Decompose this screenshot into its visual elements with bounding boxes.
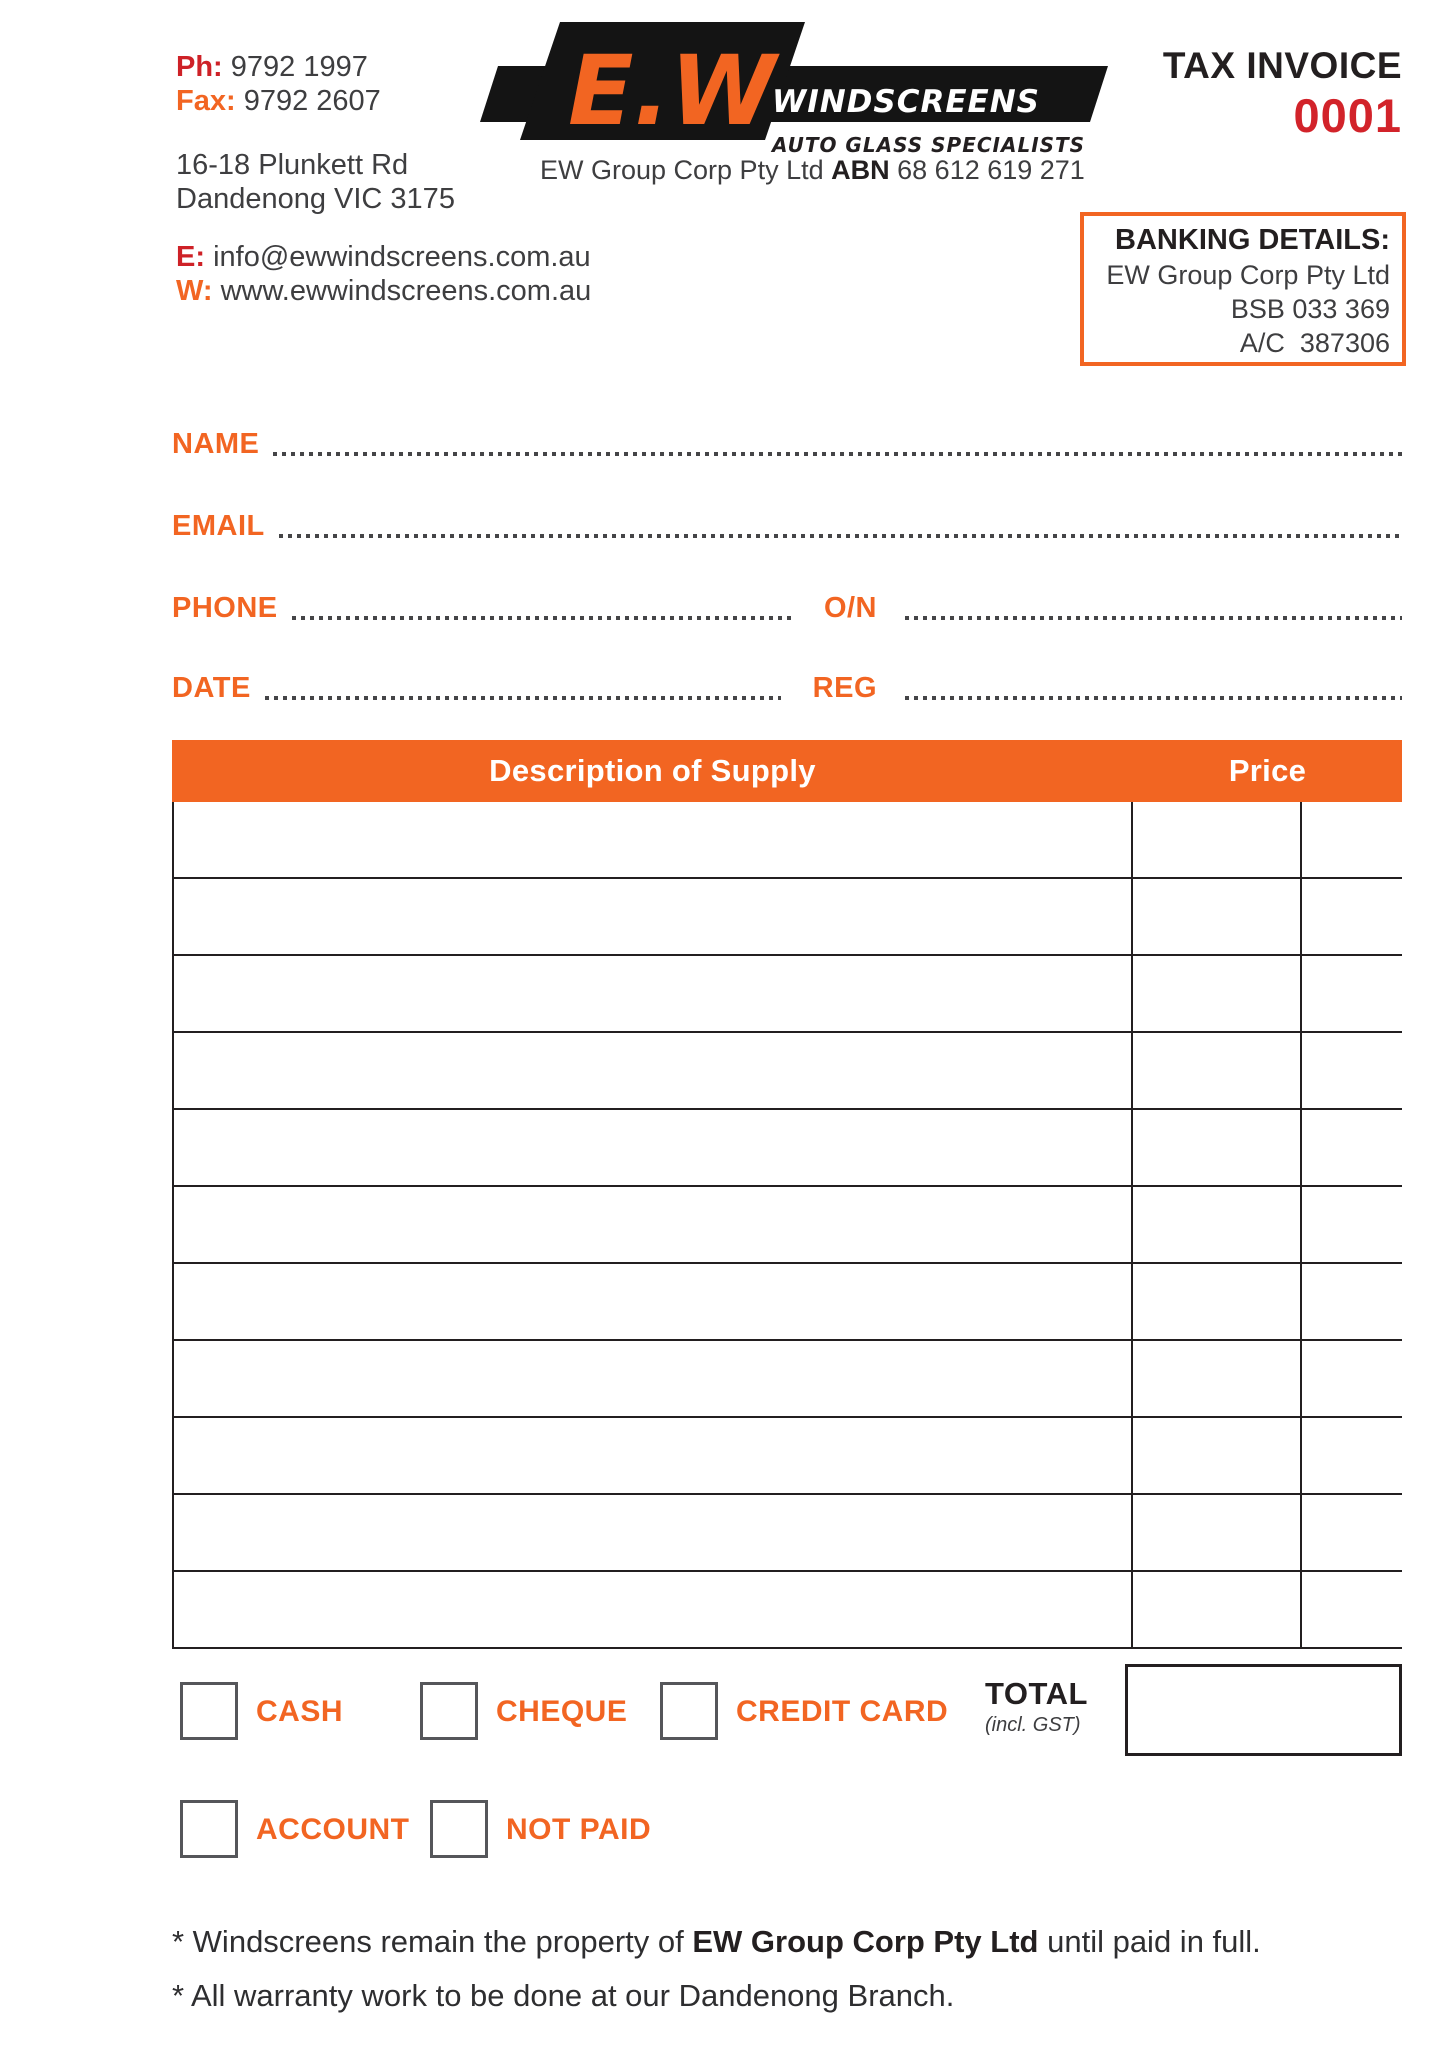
address-block [176, 148, 455, 216]
abn-label: ABN [831, 155, 890, 185]
name-field-input-line[interactable] [273, 452, 1402, 456]
company-abn-line [540, 155, 1085, 186]
total-label: TOTAL [985, 1676, 1088, 1711]
email-field-label: EMAIL [172, 510, 265, 542]
invoice-number: 0001 [1293, 89, 1402, 142]
email-field-row [172, 505, 1402, 541]
supply-table-body [172, 802, 1402, 1649]
table-row [174, 956, 1400, 1033]
date-field-input-line[interactable] [265, 696, 781, 700]
email-line [176, 240, 591, 274]
warranty-footnote: * All warranty work to be done at our Dandenong Branch. [172, 1978, 955, 2013]
order-number-field-input-line[interactable] [905, 616, 1402, 620]
website-value[interactable]: www.ewwindscreens.com.au [220, 275, 592, 307]
description-cell[interactable] [174, 1110, 1133, 1187]
credit-card-checkbox[interactable] [660, 1682, 718, 1740]
description-cell[interactable] [174, 956, 1133, 1033]
description-cell[interactable] [174, 1264, 1133, 1341]
logo-tagline: AUTO GLASS SPECIALISTS [772, 133, 1086, 157]
price-cents-cell[interactable] [1302, 1572, 1402, 1649]
cash-checkbox[interactable] [180, 1682, 238, 1740]
address-line-2: Dandenong VIC 3175 [176, 183, 455, 215]
company-name: EW Group Corp Pty Ltd [540, 155, 824, 185]
logo-initials: E.W [568, 35, 776, 147]
fax-value: 9792 2607 [243, 85, 381, 117]
property-footnote-company: EW Group Corp Pty Ltd [692, 1924, 1039, 1959]
supply-table-header [172, 740, 1402, 802]
account-checkbox[interactable] [180, 1800, 238, 1858]
name-field-label: NAME [172, 428, 260, 460]
price-dollars-cell[interactable] [1133, 1572, 1302, 1649]
not-paid-checkbox[interactable] [430, 1800, 488, 1858]
price-cents-cell[interactable] [1302, 1110, 1402, 1187]
price-dollars-cell[interactable] [1133, 1110, 1302, 1187]
web-contact-block [176, 240, 591, 308]
price-cents-cell[interactable] [1302, 956, 1402, 1033]
description-cell[interactable] [174, 1341, 1133, 1418]
price-dollars-cell[interactable] [1133, 1418, 1302, 1495]
cheque-label: CHEQUE [496, 1695, 628, 1728]
phone-line [176, 50, 381, 84]
price-dollars-cell[interactable] [1133, 802, 1302, 879]
price-header: Price [1228, 753, 1307, 788]
total-amount-box[interactable] [1125, 1664, 1402, 1756]
ew-windscreens-logo [460, 12, 1120, 172]
supply-table [172, 740, 1402, 1649]
description-cell[interactable] [174, 1033, 1133, 1110]
banking-details-box [1080, 212, 1406, 366]
website-line [176, 274, 591, 308]
description-cell[interactable] [174, 879, 1133, 956]
email-value[interactable]: info@ewwindscreens.com.au [213, 241, 591, 273]
description-cell[interactable] [174, 802, 1133, 879]
property-footnote-suffix: until paid in full. [1038, 1924, 1261, 1959]
phone-label: Ph: [176, 51, 223, 83]
price-cents-cell[interactable] [1302, 1341, 1402, 1418]
account-label: ACCOUNT [256, 1813, 410, 1846]
banking-heading: BANKING DETAILS: [1115, 224, 1390, 256]
property-footnote-prefix: * Windscreens remain the property of [172, 1924, 693, 1959]
name-field-row [172, 423, 1402, 459]
table-row [174, 1264, 1400, 1341]
price-cents-cell[interactable] [1302, 1187, 1402, 1264]
phone-value: 9792 1997 [230, 51, 368, 83]
price-cents-cell[interactable] [1302, 802, 1402, 879]
reg-field-label: REG [812, 672, 877, 704]
website-label: W: [176, 275, 213, 307]
banking-account-name: EW Group Corp Pty Ltd [1106, 260, 1390, 290]
reg-field-input-line[interactable] [905, 696, 1402, 700]
table-row [174, 879, 1400, 956]
cash-label: CASH [256, 1695, 344, 1728]
property-footnote [172, 1924, 1261, 1960]
price-dollars-cell[interactable] [1133, 1341, 1302, 1418]
price-dollars-cell[interactable] [1133, 956, 1302, 1033]
description-cell[interactable] [174, 1418, 1133, 1495]
price-cents-cell[interactable] [1302, 1033, 1402, 1110]
not-paid-label: NOT PAID [506, 1813, 652, 1846]
price-dollars-cell[interactable] [1133, 879, 1302, 956]
table-row [174, 1187, 1400, 1264]
price-cents-cell[interactable] [1302, 1418, 1402, 1495]
email-field-input-line[interactable] [279, 534, 1402, 538]
table-row [174, 1110, 1400, 1187]
banking-bsb: BSB 033 369 [1230, 294, 1390, 324]
price-dollars-cell[interactable] [1133, 1033, 1302, 1110]
contact-block [176, 50, 381, 118]
description-cell[interactable] [174, 1495, 1133, 1572]
table-row [174, 802, 1400, 879]
description-header: Description of Supply [489, 753, 816, 788]
phone-field-label: PHONE [172, 592, 278, 624]
credit-card-label: CREDIT CARD [736, 1695, 949, 1728]
phone-on-field-row [172, 587, 1402, 623]
table-row [174, 1418, 1400, 1495]
fax-label: Fax: [176, 85, 236, 117]
total-gst-note: (incl. GST) [985, 1714, 1081, 1736]
price-cents-cell[interactable] [1302, 1264, 1402, 1341]
order-number-field-label: O/N [823, 592, 877, 624]
description-cell[interactable] [174, 1572, 1133, 1649]
price-dollars-cell[interactable] [1133, 1264, 1302, 1341]
date-field-label: DATE [172, 672, 251, 704]
price-cents-cell[interactable] [1302, 1495, 1402, 1572]
date-reg-field-row [172, 667, 1402, 703]
description-cell[interactable] [174, 1187, 1133, 1264]
table-row [174, 1033, 1400, 1110]
price-cents-cell[interactable] [1302, 879, 1402, 956]
price-dollars-cell[interactable] [1133, 1187, 1302, 1264]
table-row [174, 1495, 1400, 1572]
table-row [174, 1572, 1400, 1649]
table-row [174, 1341, 1400, 1418]
price-dollars-cell[interactable] [1133, 1495, 1302, 1572]
logo-name: WINDSCREENS [772, 84, 1040, 120]
phone-field-input-line[interactable] [292, 616, 792, 620]
fax-line [176, 84, 381, 118]
invoice-title: TAX INVOICE [1162, 45, 1402, 86]
abn-value: 68 612 619 271 [897, 155, 1085, 185]
address-line-1: 16-18 Plunkett Rd [176, 149, 409, 181]
cheque-checkbox[interactable] [420, 1682, 478, 1740]
email-label: E: [176, 241, 205, 273]
banking-account-number: A/C 387306 [1239, 328, 1390, 358]
